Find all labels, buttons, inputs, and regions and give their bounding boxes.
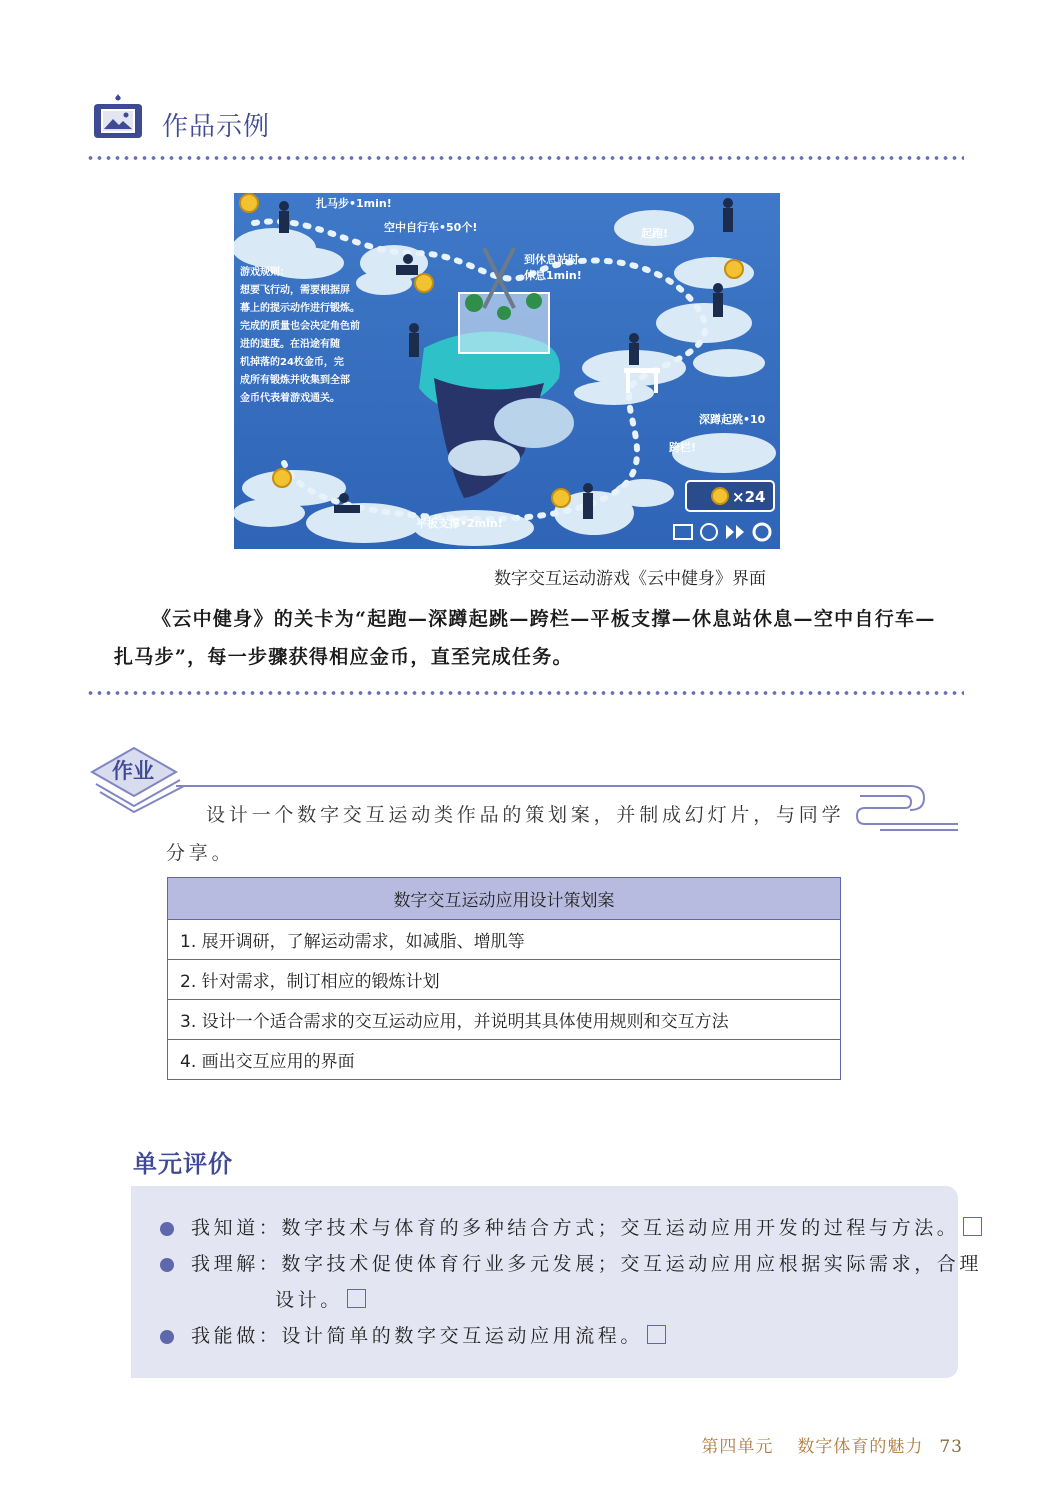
label-hurdle: 跨栏! <box>669 441 697 454</box>
coin-count: ×24 <box>732 488 766 506</box>
footer-unit: 第四单元 <box>701 1437 774 1457</box>
footer-chapter: 数字体育的魅力 <box>797 1437 924 1457</box>
coin-icon <box>712 488 728 504</box>
paragraph-text: 《云中健身》的关卡为“起跑—深蹲起跳—跨栏—平板支撑—休息站休息—空中自行车—扎马步”，每一步骤获得相应金币，直至完成任务。 <box>114 608 936 668</box>
checkbox[interactable] <box>963 1217 982 1236</box>
table-row <box>168 960 841 1000</box>
table-cell: 3. 设计一个适合需求的交互运动应用，并说明其具体使用规则和交互方法 <box>168 1000 841 1040</box>
table-row <box>168 1000 841 1040</box>
evaluation-text: 我理解：数字技术促使体育行业多元发展；交互运动应用应根据实际需求，合理 <box>191 1253 983 1275</box>
picture-frame-icon <box>92 92 144 144</box>
page-footer <box>677 1432 963 1457</box>
evaluation-item-continued <box>275 1282 366 1318</box>
dotted-divider <box>86 156 964 160</box>
label-deep-squat-jump: 深蹲起跳•10 <box>699 413 766 426</box>
label-line: 进的速度。在沿途有随 <box>240 339 340 350</box>
label-line: 到休息站时 <box>524 253 579 266</box>
plan-table <box>167 877 841 1080</box>
evaluation-text: 设计。 <box>275 1289 343 1311</box>
homework-text <box>166 796 856 872</box>
evaluation-title: 单元评价 <box>133 1150 233 1178</box>
evaluation-item <box>160 1318 666 1354</box>
table-row <box>168 1040 841 1080</box>
label-line: 成所有锻炼并收集到全部 <box>240 375 350 386</box>
label-line: 游戏规则： <box>240 267 290 278</box>
evaluation-item <box>160 1246 982 1282</box>
table-cell: 4. 画出交互应用的界面 <box>168 1040 841 1080</box>
table-row <box>168 920 841 960</box>
label-line: 机掉落的24枚金币，完 <box>240 357 344 368</box>
image-caption: 数字交互运动游戏《云中健身》界面 <box>494 569 766 589</box>
bullet-icon <box>160 1330 174 1344</box>
section-title: 作品示例 <box>162 112 271 142</box>
evaluation-text: 我知道：数字技术与体育的多种结合方式；交互运动应用开发的过程与方法。 <box>191 1217 960 1239</box>
evaluation-item <box>160 1210 982 1246</box>
game-screenshot <box>234 193 780 549</box>
section-header <box>92 92 962 162</box>
label-line: 想要飞行动，需要根据屏 <box>240 285 350 296</box>
label-line: 幕上的提示动作进行锻炼。 <box>240 303 360 314</box>
page-number: 73 <box>939 1437 963 1457</box>
table-header: 数字交互运动应用设计策划案 <box>168 878 841 920</box>
label-line: 休息1min! <box>524 269 582 282</box>
dotted-divider <box>86 691 964 695</box>
checkbox[interactable] <box>647 1325 666 1344</box>
table-header-row <box>168 878 841 920</box>
table-cell: 1. 展开调研，了解运动需求，如减脂、增肌等 <box>168 920 841 960</box>
label-line: 完成的质量也会决定角色前 <box>240 321 360 332</box>
homework-paragraph: 设计一个数字交互运动类作品的策划案，并制成幻灯片，与同学分享。 <box>166 804 845 864</box>
homework-label: 作业 <box>112 758 154 783</box>
table-cell: 2. 针对需求，制订相应的锻炼计划 <box>168 960 841 1000</box>
evaluation-text: 我能做：设计简单的数字交互运动应用流程。 <box>191 1325 644 1347</box>
label-bike: 空中自行车•50个! <box>384 221 478 234</box>
label-plank: 平板支撑•2min! <box>416 517 503 530</box>
bullet-icon <box>160 1258 174 1272</box>
body-paragraph <box>114 600 942 676</box>
label-run: 起跑! <box>641 227 669 240</box>
checkbox[interactable] <box>347 1289 366 1308</box>
label-squat: 扎马步•1min! <box>316 197 392 210</box>
label-line: 金币代表着游戏通关。 <box>240 393 340 404</box>
bullet-icon <box>160 1222 174 1236</box>
